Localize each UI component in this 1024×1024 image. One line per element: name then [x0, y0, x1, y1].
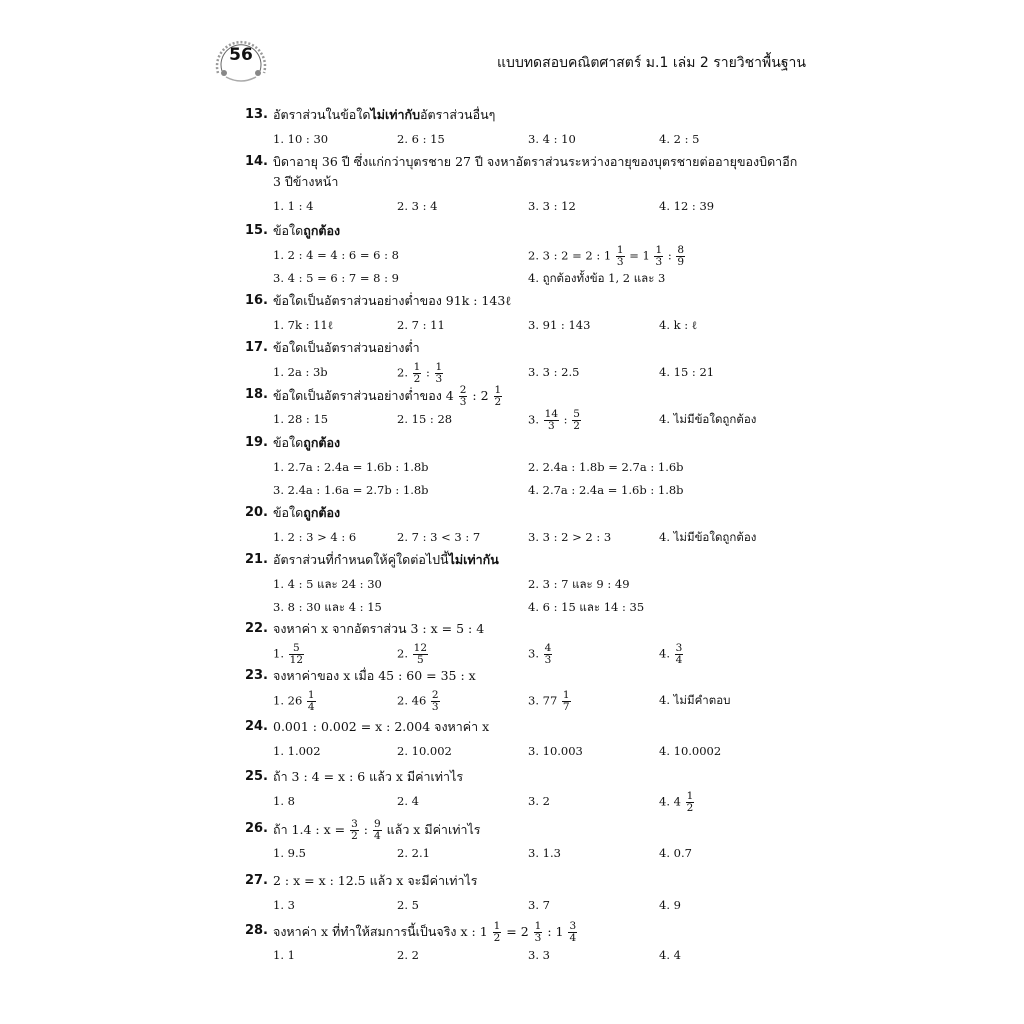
answer-choice	[273, 945, 295, 965]
question-text	[273, 717, 793, 737]
answer-choice	[659, 843, 692, 863]
answer-choice	[528, 480, 684, 500]
choice-text: 4. 9	[659, 898, 681, 912]
question-text: ข้อใดเป็นอัตราส่วนอย่างต่ำ	[273, 340, 420, 355]
choice-text: 1. 4 : 5 และ 24 : 30	[273, 577, 382, 591]
fraction	[686, 791, 695, 814]
answer-choice	[528, 690, 572, 713]
choice-text: :	[422, 365, 434, 380]
question-text-line	[273, 550, 793, 570]
choice-text: :	[664, 248, 676, 263]
question-number: 14.	[244, 154, 268, 169]
fraction-denominator: 3	[459, 396, 467, 408]
choice-text: 1. 1.002	[273, 744, 321, 758]
choice-text: 3. 3	[528, 948, 550, 962]
question-number: 20.	[244, 505, 268, 520]
choice-text: 1. 8	[273, 794, 295, 808]
answer-choice	[659, 129, 699, 149]
answer-choice	[659, 945, 681, 965]
answer-choice	[528, 843, 561, 863]
question-number: 26.	[244, 821, 268, 836]
fraction	[544, 409, 559, 432]
answer-choice	[273, 129, 328, 149]
question-text	[273, 433, 793, 453]
choice-text: 2.	[397, 646, 412, 661]
answer-choice	[273, 643, 305, 666]
choice-text: 3. 7	[528, 898, 550, 912]
answer-choice	[397, 843, 430, 863]
answer-choice	[273, 480, 429, 500]
question-text	[273, 767, 793, 787]
choice-text: 2. 2.1	[397, 846, 430, 860]
fraction-denominator: 4	[373, 830, 381, 842]
answer-choice	[273, 597, 382, 617]
question-text	[273, 291, 793, 311]
answer-choice	[273, 527, 356, 547]
fraction-denominator: 2	[351, 830, 358, 842]
fraction-denominator: 4	[569, 932, 577, 944]
question-text: ข้อใด	[273, 223, 304, 238]
fraction-denominator: 9	[677, 256, 685, 268]
fraction-numerator: 1	[562, 689, 570, 701]
fraction	[544, 643, 553, 666]
question-text: ถ้า 3 : 4 = x : 6 แล้ว x มีค่าเท่าไร	[273, 769, 464, 784]
question-text: อัตราส่วนอื่นๆ	[420, 107, 496, 122]
fraction-numerator: 1	[686, 790, 694, 802]
question-emphasis: ไม่เท่ากับ	[370, 107, 421, 122]
question-text-line	[273, 921, 793, 944]
fraction	[289, 643, 304, 666]
fraction-denominator: 2	[493, 932, 501, 944]
fraction	[562, 690, 571, 713]
question-text: = 2	[502, 924, 533, 939]
fraction	[435, 362, 444, 385]
answer-choice	[273, 690, 317, 713]
answer-choice	[528, 315, 590, 335]
question-number: 22.	[244, 621, 268, 636]
fraction	[572, 409, 581, 432]
question-text-line	[273, 172, 793, 192]
answer-choice	[528, 597, 644, 617]
fraction	[307, 690, 316, 713]
question-text: อัตราส่วนในข้อใด	[273, 107, 371, 122]
fraction-denominator: 3	[534, 932, 542, 944]
choice-text: 3. 10.003	[528, 744, 583, 758]
answer-choice	[273, 409, 328, 429]
choice-text: 1. 1 : 4	[273, 199, 314, 213]
choice-text: 4. 6 : 15 และ 14 : 35	[528, 600, 645, 614]
answer-choice	[273, 315, 333, 335]
choice-text: 3. 4 : 10	[528, 132, 576, 146]
question-text: 0.001 : 0.002 = x : 2.004 จงหาค่า x	[273, 719, 490, 734]
fraction-numerator: 8	[677, 244, 685, 256]
fraction-numerator: 5	[573, 408, 580, 420]
question-text-line	[273, 767, 793, 787]
question-text-line	[273, 819, 793, 842]
choice-text: 4. 12 : 39	[659, 199, 715, 213]
question-text-line	[273, 221, 793, 241]
answer-choice	[528, 245, 686, 268]
answer-choice	[659, 315, 697, 335]
fraction-numerator: 4	[544, 642, 552, 654]
choice-text: 1. 2a : 3b	[273, 365, 328, 379]
question-text: ข้อใดเป็นอัตราส่วนอย่างต่ำของ 4	[273, 388, 458, 403]
choice-text: 2. 6 : 15	[397, 132, 445, 146]
answer-choice	[273, 245, 399, 265]
fraction	[373, 819, 382, 842]
answer-choice	[659, 409, 756, 429]
answer-choice	[273, 574, 382, 594]
choice-text: 2. 3 : 4	[397, 199, 438, 213]
question-text	[273, 619, 793, 639]
answer-choice	[659, 690, 730, 710]
choice-text: 2.	[397, 365, 412, 380]
answer-choice	[528, 409, 582, 432]
fraction-denominator: 7	[562, 701, 570, 713]
fraction	[676, 245, 685, 268]
question-text: ข้อใดเป็นอัตราส่วนอย่างต่ำของ 91k : 143ℓ	[273, 293, 512, 308]
fraction-denominator: 12	[289, 654, 304, 666]
fraction-denominator: 3	[616, 256, 624, 268]
answer-choice	[659, 527, 756, 547]
choice-text: 3. 2.4a : 1.6a = 2.7b : 1.8b	[273, 483, 429, 497]
fraction	[493, 921, 502, 944]
question-number: 15.	[244, 223, 268, 238]
question-number: 23.	[244, 668, 268, 683]
fraction	[494, 385, 503, 408]
fraction-numerator: 1	[534, 920, 542, 932]
answer-choice	[397, 741, 452, 761]
answer-choice	[397, 643, 429, 666]
answer-choice	[528, 196, 576, 216]
question-text: :	[359, 822, 372, 837]
question-text	[273, 666, 793, 686]
fraction-numerator: 1	[616, 244, 624, 256]
question-number: 19.	[244, 435, 268, 450]
question-number: 25.	[244, 769, 268, 784]
choice-text: 1.	[273, 646, 288, 661]
fraction	[413, 643, 428, 666]
answer-choice	[397, 362, 444, 385]
answer-choice	[659, 741, 721, 761]
fraction-denominator: 4	[675, 654, 683, 666]
choice-text: 3. 1.3	[528, 846, 561, 860]
answer-choice	[528, 457, 684, 477]
choice-text: 3. 3 : 2.5	[528, 365, 580, 379]
question-text: อัตราส่วนที่กำหนดให้คู่ใดต่อไปนี้	[273, 552, 449, 567]
question-text-line	[273, 619, 793, 639]
question-text	[273, 338, 793, 358]
choice-text: 2. 10.002	[397, 744, 452, 758]
answer-choice	[528, 741, 583, 761]
choice-text: 4. ไม่มีข้อใดถูกต้อง	[659, 530, 757, 544]
choice-text: 1. 1	[273, 948, 295, 962]
fraction-denominator: 3	[655, 256, 663, 268]
question-number: 24.	[244, 719, 268, 734]
question-emphasis: ไม่เท่ากัน	[448, 552, 499, 567]
choice-text: 4. 0.7	[659, 846, 692, 860]
choice-text: 3. 3 : 12	[528, 199, 576, 213]
page-number-badge	[212, 33, 270, 87]
answer-choice	[528, 643, 553, 666]
choice-text: 2. 2	[397, 948, 419, 962]
question-text	[273, 105, 793, 125]
fraction-numerator: 9	[373, 818, 381, 830]
answer-choice	[528, 362, 579, 382]
question-text-line	[273, 717, 793, 737]
answer-choice	[397, 196, 437, 216]
question-text	[273, 385, 793, 408]
fraction-numerator: 12	[413, 642, 428, 654]
answer-choice	[659, 895, 681, 915]
question-text	[273, 550, 793, 570]
question-text-line	[273, 871, 793, 891]
answer-choice	[659, 196, 714, 216]
fraction-denominator: 3	[435, 373, 443, 385]
choice-text: 3.	[528, 412, 543, 427]
choice-text: 1. 2.7a : 2.4a = 1.6b : 1.8b	[273, 460, 429, 474]
fraction-numerator: 14	[544, 408, 559, 420]
question-number: 28.	[244, 923, 268, 938]
fraction	[534, 921, 543, 944]
answer-choice	[528, 791, 550, 811]
choice-text: 1. 9.5	[273, 846, 306, 860]
fraction	[431, 690, 440, 713]
answer-choice	[659, 791, 695, 814]
question-text: ข้อใด	[273, 505, 304, 520]
fraction-numerator: 2	[431, 689, 439, 701]
fraction	[568, 921, 577, 944]
question-text-line	[273, 338, 793, 358]
fraction-denominator: 4	[307, 701, 315, 713]
question-text: บิดาอายุ 36 ปี ซึ่งแก่กว่าบุตรชาย 27 ปี จงหาอัตราส่วนระหว่างอายุของบุตรชายต่ออายุของบิดาอีก	[273, 154, 798, 169]
choice-text: 2. 7 : 11	[397, 318, 445, 332]
question-text: : 2	[468, 388, 493, 403]
question-text: จงหาค่า x ที่ทำให้สมการนี้เป็นจริง x : 1	[273, 924, 492, 939]
question-emphasis: ถูกต้อง	[303, 223, 341, 238]
question-number: 21.	[244, 552, 268, 567]
answer-choice	[528, 527, 611, 547]
choice-text: 4. 2.7a : 2.4a = 1.6b : 1.8b	[528, 483, 684, 497]
choice-text: 3.	[528, 646, 543, 661]
fraction-denominator: 2	[494, 396, 502, 408]
choice-text: 1. 7k : 11ℓ	[273, 318, 334, 332]
choice-text: 3. 3 : 2 > 2 : 3	[528, 530, 612, 544]
question-number: 13.	[244, 107, 268, 122]
question-text	[273, 152, 798, 192]
choice-text: 4. ไม่มีคำตอบ	[659, 693, 731, 707]
choice-text: 2. 3 : 2 = 2 : 1	[528, 248, 615, 263]
fraction	[654, 245, 663, 268]
answer-choice	[397, 315, 445, 335]
choice-text: 3. 4 : 5 = 6 : 7 = 8 : 9	[273, 271, 399, 285]
fraction-numerator: 1	[655, 244, 663, 256]
choice-text: = 1	[625, 248, 654, 263]
choice-text: 3. 8 : 30 และ 4 : 15	[273, 600, 382, 614]
header-title: แบบทดสอบคณิตศาสตร์ ม.1 เล่ม 2 รายวิชาพื้นฐาน	[497, 55, 806, 71]
question-text: จงหาค่าของ x เมื่อ 45 : 60 = 35 : x	[273, 668, 476, 683]
choice-text: 4. k : ℓ	[659, 318, 698, 332]
question-text	[273, 921, 793, 944]
choice-text: 1. 3	[273, 898, 295, 912]
question-text-line	[273, 666, 793, 686]
answer-choice	[397, 409, 452, 429]
choice-text: 1. 2 : 3 > 4 : 6	[273, 530, 357, 544]
answer-choice	[528, 945, 550, 965]
question-number: 16.	[244, 293, 268, 308]
choice-text: 4. ไม่มีข้อใดถูกต้อง	[659, 412, 757, 426]
question-number: 27.	[244, 873, 268, 888]
fraction-denominator: 3	[544, 654, 552, 666]
answer-choice	[273, 362, 328, 382]
fraction-numerator: 1	[493, 920, 501, 932]
fraction-denominator: 2	[686, 802, 694, 814]
page-number: 56	[229, 45, 253, 65]
question-text: จงหาค่า x จากอัตราส่วน 3 : x = 5 : 4	[273, 621, 485, 636]
choice-text: 4. ถูกต้องทั้งข้อ 1, 2 และ 3	[528, 271, 666, 285]
question-text-line	[273, 291, 793, 311]
fraction-denominator: 3	[431, 701, 439, 713]
question-text: 3 ปีข้างหน้า	[273, 174, 339, 189]
choice-text: 2. 7 : 3 < 3 : 7	[397, 530, 481, 544]
question-text	[273, 503, 793, 523]
fraction	[350, 819, 359, 842]
fraction-denominator: 3	[547, 420, 555, 432]
fraction-numerator: 1	[435, 361, 443, 373]
question-number: 17.	[244, 340, 268, 355]
fraction-numerator: 1	[413, 361, 421, 373]
answer-choice	[273, 457, 429, 477]
answer-choice	[397, 895, 419, 915]
fraction-numerator: 5	[289, 643, 304, 655]
question-text	[273, 819, 793, 842]
answer-choice	[273, 196, 313, 216]
fraction-numerator: 3	[675, 642, 683, 654]
answer-choice	[659, 362, 714, 382]
choice-text: 2. 3 : 7 และ 9 : 49	[528, 577, 630, 591]
answer-choice	[528, 129, 576, 149]
choice-text: 4. 15 : 21	[659, 365, 715, 379]
answer-choice	[397, 527, 480, 547]
answer-choice	[397, 690, 441, 713]
choice-text: 2. 46	[397, 693, 430, 708]
choice-text: 4. 2 : 5	[659, 132, 700, 146]
question-text-line	[273, 152, 798, 172]
question-text-line	[273, 385, 793, 408]
fraction-numerator: 2	[459, 384, 467, 396]
fraction-denominator: 5	[416, 654, 424, 666]
fraction-numerator: 3	[351, 818, 358, 830]
question-text-line	[273, 503, 793, 523]
answer-choice	[273, 791, 295, 811]
choice-text: 1. 10 : 30	[273, 132, 329, 146]
answer-choice	[397, 945, 419, 965]
question-text-line	[273, 433, 793, 453]
answer-choice	[273, 268, 399, 288]
question-text: แล้ว x มีค่าเท่าไร	[382, 822, 481, 837]
answer-choice	[273, 895, 295, 915]
choice-text: 4. 4	[659, 794, 685, 809]
choice-text: 3. 77	[528, 693, 561, 708]
choice-text: 2. 4	[397, 794, 419, 808]
answer-choice	[528, 895, 550, 915]
choice-text: 4. 10.0002	[659, 744, 722, 758]
question-text	[273, 221, 793, 241]
question-emphasis: ถูกต้อง	[303, 435, 341, 450]
fraction	[413, 362, 422, 385]
choice-text: 3. 91 : 143	[528, 318, 591, 332]
answer-choice	[397, 791, 419, 811]
fraction	[675, 643, 684, 666]
question-text: ถ้า 1.4 : x =	[273, 822, 350, 837]
choice-text: 1. 28 : 15	[273, 412, 329, 426]
fraction-numerator: 3	[569, 920, 577, 932]
fraction	[616, 245, 625, 268]
answer-choice	[397, 129, 445, 149]
fraction	[459, 385, 468, 408]
fraction-numerator: 1	[494, 384, 502, 396]
choice-text: 4. 4	[659, 948, 681, 962]
fraction-numerator: 1	[307, 689, 315, 701]
answer-choice	[528, 574, 630, 594]
question-text: 2 : x = x : 12.5 แล้ว x จะมีค่าเท่าไร	[273, 873, 478, 888]
choice-text: 3. 2	[528, 794, 550, 808]
question-emphasis: ถูกต้อง	[303, 505, 341, 520]
fraction-denominator: 2	[573, 420, 580, 432]
choice-text: 2. 15 : 28	[397, 412, 453, 426]
answer-choice	[659, 643, 684, 666]
choice-text: 1. 26	[273, 693, 306, 708]
choice-text: 2. 2.4a : 1.8b = 2.7a : 1.6b	[528, 460, 684, 474]
choice-text: :	[560, 412, 572, 427]
choice-text: 2. 5	[397, 898, 419, 912]
question-text	[273, 871, 793, 891]
answer-choice	[273, 843, 306, 863]
question-text: ข้อใด	[273, 435, 304, 450]
question-text: : 1	[543, 924, 568, 939]
question-number: 18.	[244, 387, 268, 402]
choice-text: 4.	[659, 646, 674, 661]
question-text-line	[273, 105, 793, 125]
answer-choice	[528, 268, 665, 288]
fraction-denominator: 2	[413, 373, 421, 385]
answer-choice	[273, 741, 321, 761]
choice-text: 1. 2 : 4 = 4 : 6 = 6 : 8	[273, 248, 399, 262]
